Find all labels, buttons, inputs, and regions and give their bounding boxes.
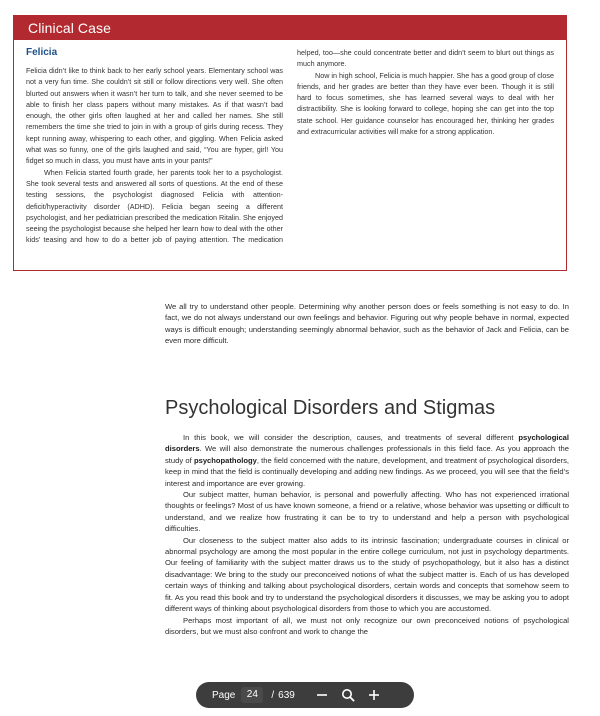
zoom-button[interactable] [338, 685, 358, 705]
intro-paragraph: We all try to understand other people. Determining why another person does or feels something is not easy to do. In fact, we do not always understand our own feelings and behavior. Figuring out why people behave in normal, expected ways is difficult enough; understanding seemingly abnormal behavior, such as the behavior of Jack and Felicia, can be even more difficult. [165, 302, 569, 346]
body-p1-part-c: , the field concerned with the nature, development, and treatment of psychological disorders, keep in mind that the field is continually developing and adding new findings. As we proceed, you will see that the field’s interest and importance are ever growing. [165, 455, 569, 488]
body-section [165, 432, 569, 637]
case-paragraph-3: Now in high school, Felicia is much happier. She has a good group of close friends, and her grades are better than they have ever been. Though it is still hard to focus sometimes, she has learned several ways to deal with her distractibility. She is looking forward to college, hoping she can get into the top state school. Her guidance counselor has encouraged her, thinking her grades and extracurricular activities will make for a strong application. [297, 70, 554, 137]
body-p1-part-b: . We will also demonstrate the numerous challenges professionals in this field face. As you approach the study of [165, 444, 569, 465]
magnifier-icon [341, 688, 355, 702]
body-paragraph-4: Perhaps most important of all, we must not only recognize our own preconceived notions of psychological disorders, but we must also confront and work to change the [165, 615, 569, 636]
page-separator: / [271, 689, 275, 701]
keyword-psychological-disorders: psychological disorders [165, 433, 569, 454]
intro-section [165, 301, 569, 347]
case-name: Felicia [26, 47, 58, 58]
zoom-out-button[interactable] [312, 685, 332, 705]
clinical-case-body [26, 47, 554, 264]
case-paragraph-2: When Felicia started fourth grade, her parents took her to a psychologist. She took several tests and answered all sorts of questions. At the end of these testing sessions, the psychologist diagnosed Felicia with attention-deficit/hyperactivity disorder (ADHD). Felicia began seeing a different psychologist, and her pediatrician prescribed the medication Ritalin. She enjoyed seeing the psychologist because she helped her learn how to deal with the other kids’ teasing and how to do a better job of paying attention. The medication helped, too—she could concentrate better and didn’t seem to blurt out things as much anymore. [26, 48, 554, 245]
case-paragraph-1: Felicia didn’t like to think back to her early school years. Elementary school was not a very fun time. She couldn’t sit still or follow directions very well. She often blurted out answers when it wasn’t her turn to talk, and she never seemed to be able to finish her class papers without many mistakes. As if that wasn’t bad enough, the other girls often laughed at her and called her names. She still remembers the time she tried to join in with a group of girls during recess. They kept running away, whispering to each other, and giggling. When Felicia asked what was so funny, one of the girls laughed and said, “You are hyper, girl! You fidget so much in class, you must have ants in your pants!” [26, 66, 283, 166]
keyword-psychopathology: psychopathology [193, 455, 257, 465]
body-paragraph-3: Our closeness to the subject matter also adds to its intrinsic fascination; undergraduate courses in clinical or abnormal psychology are among the most popular in the entire college curriculum, not just in psychology departments. Our feeling of familiarity with the subject matter draws us to the study of psychopathology, but it also has a distinct disadvantage: We bring to the study our preconceived notions of what the subject matter is. Each of us has developed certain ways of thinking and talking about psychological disorders, certain words and concepts that somehow seem to fit. As you read this book and try to understand the psychological disorders it discusses, we may be asking you to adopt different ways of thinking about psychological disorders from those to which you are accustomed. [165, 535, 569, 614]
page-navigation-toolbar [196, 682, 414, 708]
body-p1-part-a: In this book, we will consider the description, causes, and treatments of several different [183, 433, 519, 442]
zoom-in-button[interactable] [364, 685, 384, 705]
clinical-case-header: Clinical Case [14, 16, 566, 40]
body-paragraph-1 [165, 432, 569, 489]
total-pages: 639 [278, 689, 295, 701]
minus-icon [316, 689, 328, 701]
body-paragraph-2: Our subject matter, human behavior, is personal and powerfully affecting. Who has not experienced irrational thoughts or feelings? Most of us have known someone, a friend or a relative, whose behavior was upsetting or difficult to understand, and we realize how frustrating it can be to try to understand and help a person with psychological difficulties. [165, 490, 569, 534]
page-number-input[interactable]: 24 [241, 687, 263, 703]
section-title: Psychological Disorders and Stigmas [165, 397, 496, 419]
plus-icon [368, 689, 380, 701]
page-label: Page [212, 689, 236, 701]
clinical-case-box [13, 15, 567, 271]
